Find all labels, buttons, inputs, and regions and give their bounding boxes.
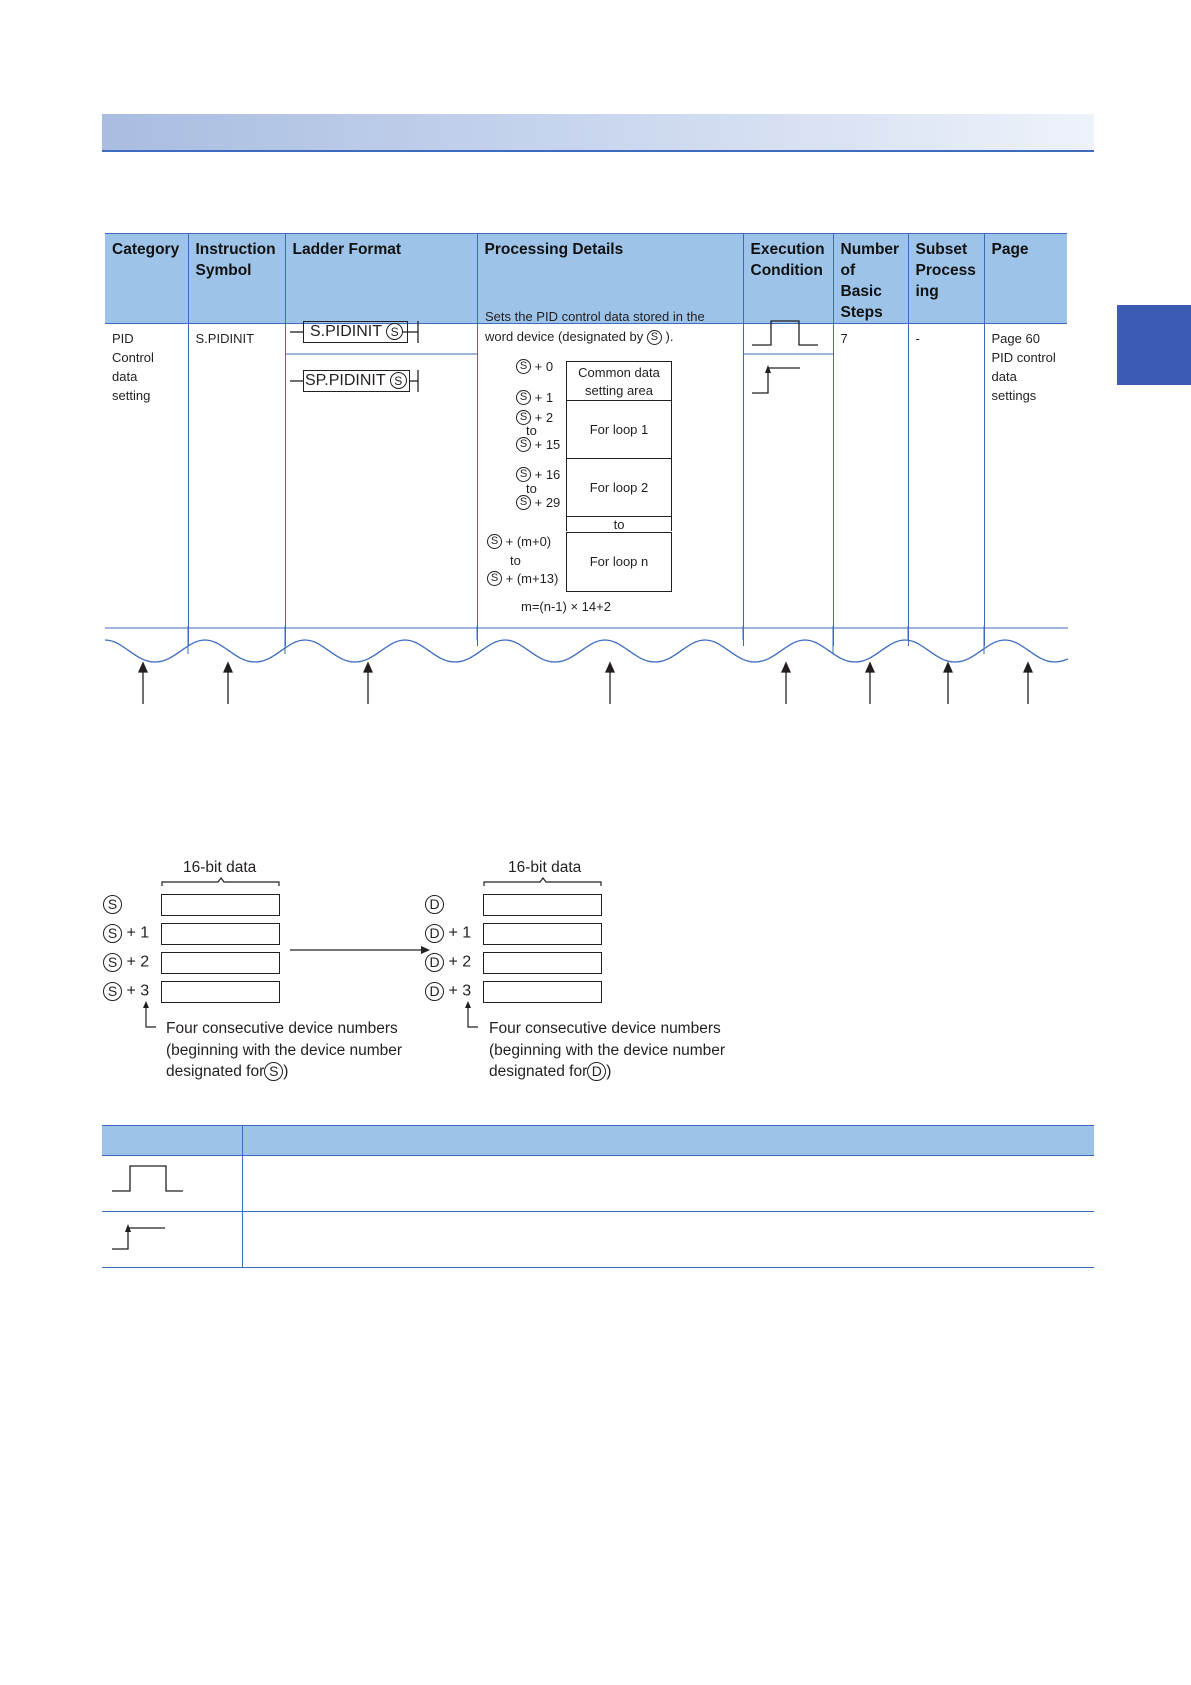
operand-s-icon: S: [516, 495, 531, 510]
processing-text-line2: word device (designated by: [485, 329, 644, 344]
offset-text: + 2: [534, 410, 554, 426]
operand-s-icon: S: [516, 359, 531, 374]
note-right-line2: (beginning with the device number: [489, 1041, 726, 1059]
memory-block-to: to: [613, 517, 625, 532]
operand-s-icon: S: [516, 467, 531, 482]
header-16bit-left: 16-bit data: [183, 859, 257, 876]
operand-d-icon: D: [587, 1062, 606, 1081]
operand-d-icon: D: [425, 895, 444, 914]
category-cell: PID Control data setting: [112, 331, 154, 403]
rising-edge-icon: [752, 368, 800, 393]
offset-text: + 2: [126, 953, 150, 971]
operand-s-icon: S: [103, 982, 122, 1001]
operand-d-icon: D: [425, 982, 444, 1001]
operand-d-icon: D: [425, 924, 444, 943]
offset-label: [516, 466, 560, 482]
header-processing-details: Processing Details: [477, 234, 743, 324]
section-header-bar: [102, 114, 1094, 152]
operand-s-icon: S: [103, 895, 122, 914]
table-row: [102, 1212, 1094, 1268]
note-right-line3: designated for: [489, 1063, 588, 1080]
operand-s-icon: S: [103, 924, 122, 943]
memory-block-common: Common data setting area: [566, 361, 672, 401]
ladder-instruction-label-pulse: SP.PIDINIT: [305, 372, 386, 389]
offset-text: + 3: [126, 982, 150, 1000]
execution-condition-table: [102, 1125, 1094, 1268]
ladder-instruction-box: [303, 321, 408, 343]
transfer-arrows: [140, 940, 540, 1030]
offset-text: + 15: [534, 437, 561, 453]
offset-label: [516, 389, 553, 405]
destination-register-cell: [483, 894, 602, 916]
offset-to-text: to: [526, 481, 537, 496]
basic-steps-cell: 7: [840, 331, 848, 346]
memory-block-loopn: For loop n: [566, 532, 672, 592]
offset-text: + 1: [534, 390, 554, 406]
offset-label: [516, 436, 560, 452]
operand-s-icon: S: [386, 323, 403, 340]
offset-text: + 0: [534, 359, 554, 375]
offset-text: + 1: [448, 924, 472, 942]
note-left-line1: Four consecutive device numbers: [166, 1020, 398, 1037]
table-row: [102, 1156, 1094, 1212]
offset-to-text: to: [526, 423, 537, 438]
on-condition-icon: [752, 321, 818, 345]
operand-d-icon: D: [425, 953, 444, 972]
header-page: Page: [984, 234, 1067, 324]
note-left-line2: (beginning with the device number: [166, 1041, 403, 1059]
offset-label: [487, 570, 558, 586]
offset-text: + (m+13): [505, 571, 559, 587]
offset-text: + 3: [448, 982, 472, 1000]
operand-s-icon: S: [516, 390, 531, 405]
memory-formula: m=(n-1) × 14+2: [521, 599, 611, 614]
ladder-instruction-label: S.PIDINIT: [310, 323, 382, 340]
header-category: Category: [105, 234, 188, 324]
page-cell: Page 60 PID control data settings: [991, 331, 1056, 403]
subset-cell: -: [915, 331, 920, 346]
close-paren: ): [283, 1063, 289, 1080]
offset-label: [516, 494, 560, 510]
note-left-line3: designated for: [166, 1063, 265, 1080]
header-ladder-format: Ladder Format: [285, 234, 477, 324]
rising-edge-icon: [102, 1212, 242, 1262]
operand-s-icon: S: [103, 953, 122, 972]
source-register-label: [103, 895, 122, 914]
processing-text-end: ).: [665, 329, 674, 344]
processing-text-line1: Sets the PID control data stored in the: [485, 309, 705, 324]
operand-s-icon: S: [516, 410, 531, 425]
chapter-side-tab: [1117, 305, 1191, 385]
note-left: [166, 1018, 402, 1083]
header-basic-steps: Number of Basic Steps: [833, 234, 908, 324]
offset-text: + 16: [534, 467, 561, 483]
operand-s-icon: S: [390, 372, 407, 389]
memory-block-loop2: For loop 2: [566, 458, 672, 517]
offset-label: [487, 533, 551, 549]
offset-text: + 29: [534, 495, 561, 511]
note-right-line1: Four consecutive device numbers: [489, 1020, 721, 1037]
header-instruction-symbol: Instruction Symbol: [188, 234, 285, 324]
offset-label: [516, 358, 553, 374]
operand-s-icon: S: [516, 437, 531, 452]
offset-to-text: to: [510, 553, 521, 568]
offset-text: + 1: [126, 924, 150, 942]
operand-s-icon: S: [487, 534, 502, 549]
on-condition-icon: [102, 1156, 242, 1206]
close-paren: ): [606, 1063, 612, 1080]
header-16bit-right: 16-bit data: [508, 859, 582, 876]
data-brackets: [160, 876, 610, 888]
destination-register-label: [425, 895, 444, 914]
ladder-instruction-box-pulse: [303, 370, 410, 392]
processing-description: [485, 307, 705, 347]
transfer-arrow-icon: [421, 946, 430, 954]
header-execution-condition: Execution Condition: [743, 234, 833, 324]
execution-condition-symbols: [743, 307, 833, 397]
operand-s-icon: S: [487, 571, 502, 586]
offset-text: + 2: [448, 953, 472, 971]
source-register-cell: [161, 894, 280, 916]
offset-text: + (m+0): [505, 534, 552, 550]
memory-block-loop1: For loop 1: [566, 400, 672, 459]
header-subset-processing: Subset Process ing: [908, 234, 984, 324]
symbol-cell: S.PIDINIT: [195, 331, 255, 346]
note-right: [489, 1018, 725, 1083]
table-tear-edge: [105, 626, 1070, 706]
operand-s-icon: S: [647, 330, 662, 345]
operand-s-icon: S: [264, 1062, 283, 1081]
exec-table-header: [102, 1126, 1094, 1156]
